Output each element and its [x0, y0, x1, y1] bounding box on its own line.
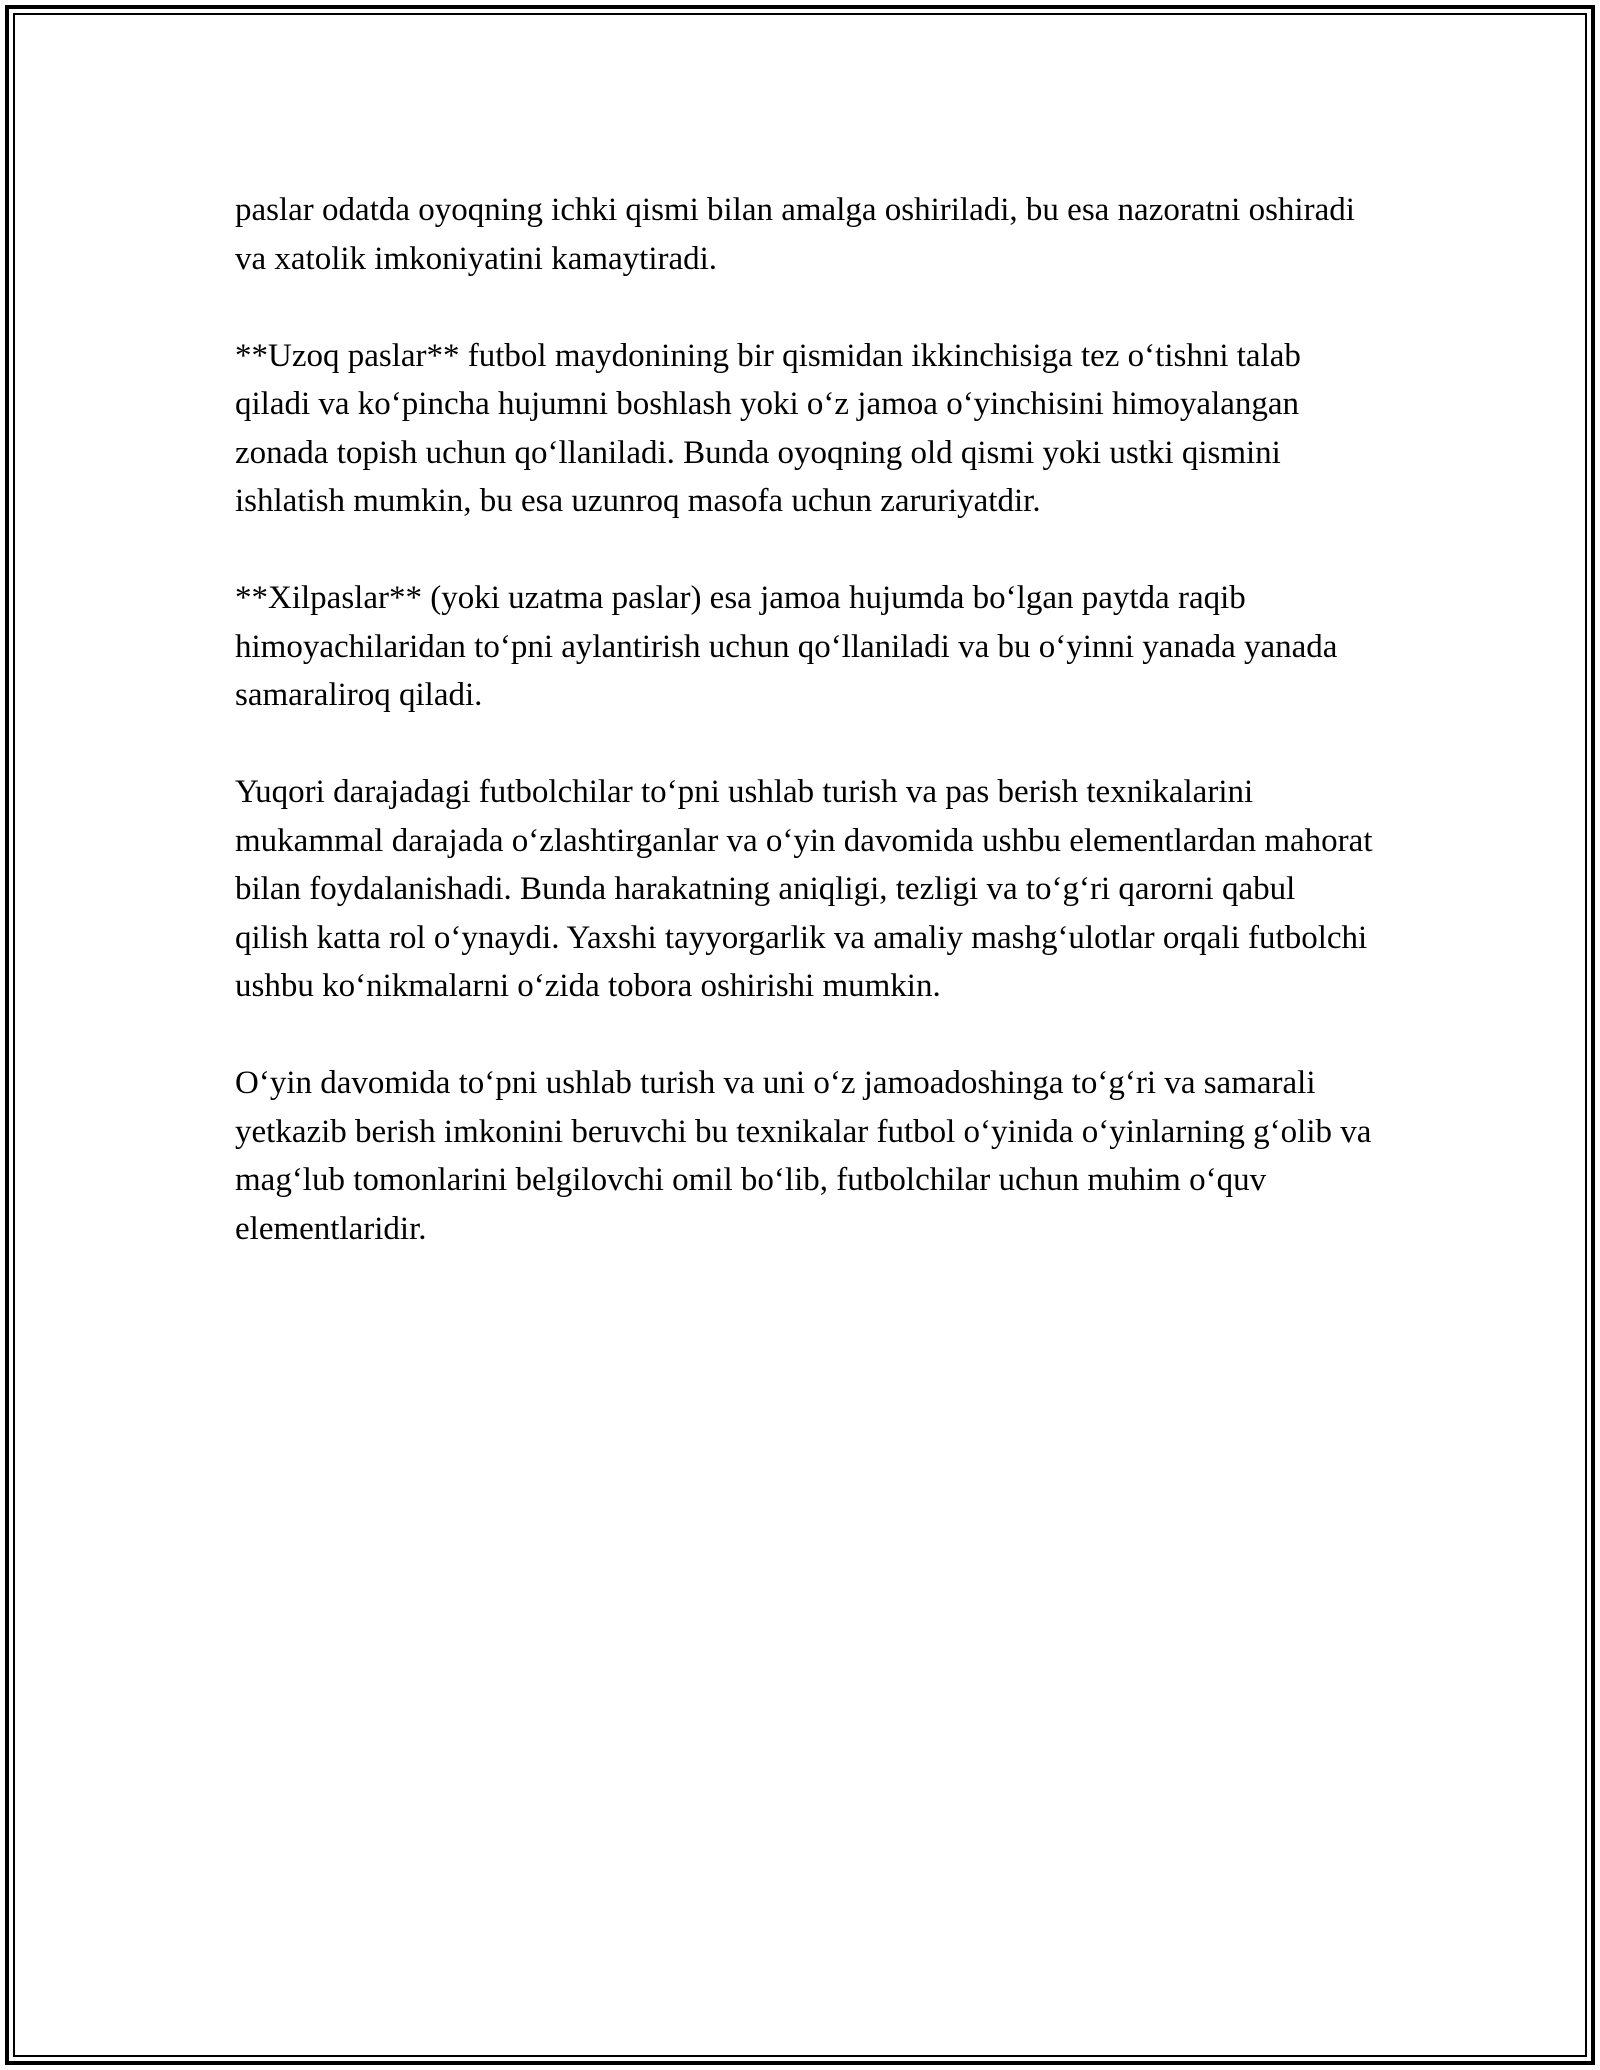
paragraph-4: Yuqori darajadagi futbolchilar to‘pni ushlab turish va pas berish texnikalarini mukammal darajada o‘zlashtirganlar va o‘yin davomida ushbu elementlardan mahorat bilan foydalanishadi. Bunda harakatning aniqligi, tezligi va to‘g‘ri qarorni qabul qilish katta rol o‘ynaydi. Yaxshi tayyorgarlik va amaliy mashg‘ulotlar orqali futbolchi ushbu ko‘nikmalarni o‘zida tobora oshirishi mumkin. [235, 774, 1373, 1004]
document-body [235, 186, 1375, 1253]
paragraph-1: paslar odatda oyoqning ichki qismi bilan amalga oshiriladi, bu esa nazoratni oshiradi va xatolik imkoniyatini kamaytiradi. [235, 192, 1355, 277]
paragraph-5: O‘yin davomida to‘pni ushlab turish va uni o‘z jamoadoshinga to‘g‘ri va samarali yetkazib berish imkonini beruvchi bu texnikalar futbol o‘yinida o‘yinlarning g‘olib va mag‘lub tomonlarini belgilovchi omil bo‘lib, futbolchilar uchun muhim o‘quv elementlaridir. [235, 1065, 1372, 1247]
paragraph-3: **Xilpaslar** (yoki uzatma paslar) esa jamoa hujumda bo‘lgan paytda raqib himoyachilaridan to‘pni aylantirish uchun qo‘llaniladi va bu o‘yinni yanada yanada samaraliroq qiladi. [235, 580, 1338, 713]
paragraph-2: **Uzoq paslar** futbol maydonining bir qismidan ikkinchisiga tez o‘tishni talab qiladi va ko‘pincha hujumni boshlash yoki o‘z jamoa o‘yinchisini himoyalangan zonada topish uchun qo‘llaniladi. Bunda oyoqning old qismi yoki ustki qismini ishlatish mumkin, bu esa uzunroq masofa uchun zaruriyatdir. [235, 337, 1301, 519]
